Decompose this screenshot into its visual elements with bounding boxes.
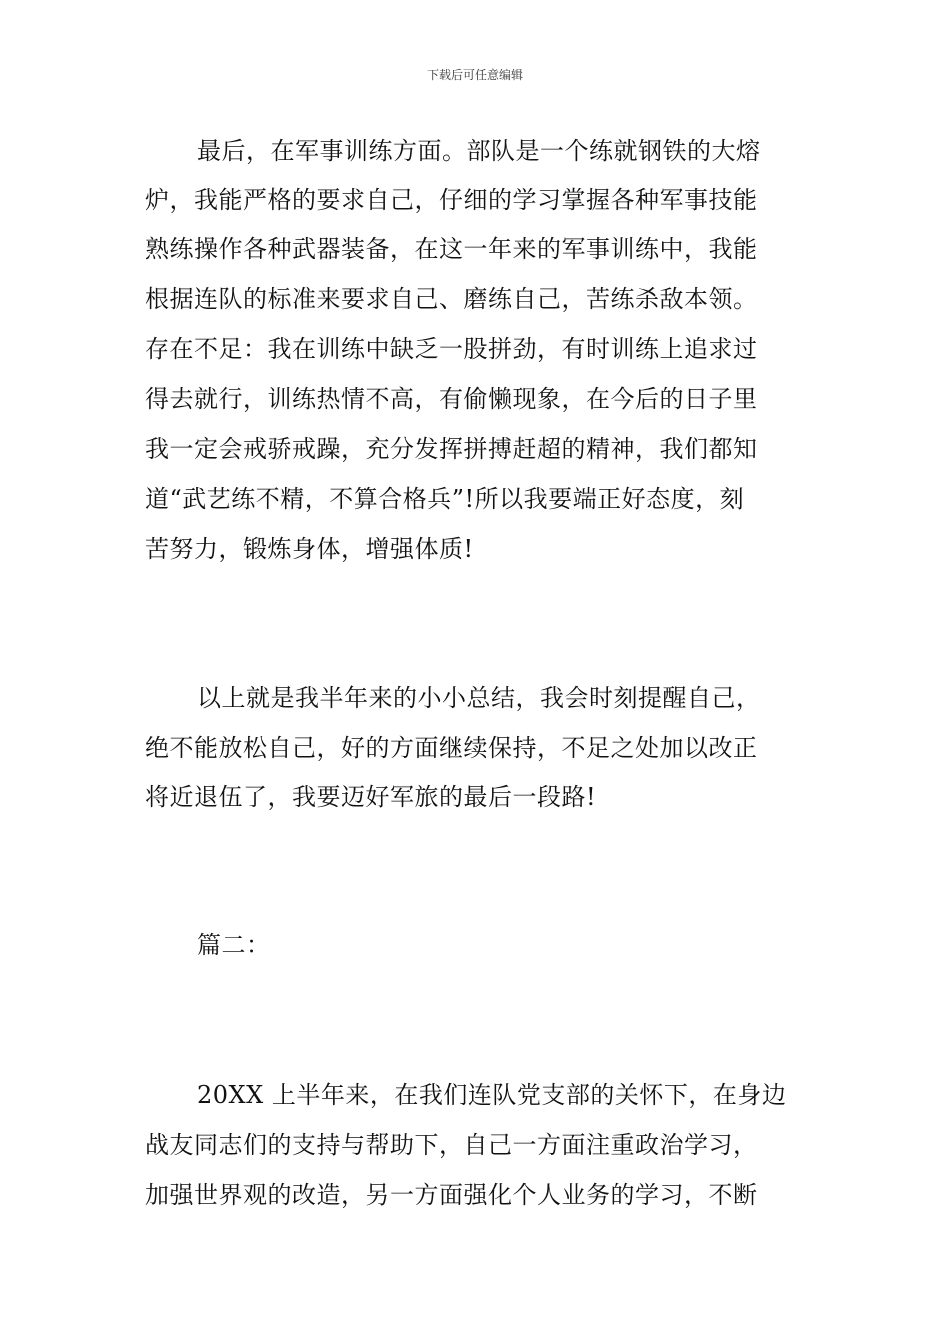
text-line: 将近退伍了，我要迈好军旅的最后一段路! [145, 783, 597, 811]
section-title: 篇二： [197, 931, 271, 959]
text-line: 最后，在军事训练方面。部队是一个练就钢铁的大熔 [197, 137, 761, 165]
text-line: 战友同志们的支持与帮助下，自己一方面注重政治学习， [145, 1131, 758, 1159]
text-line: 得去就行，训练热情不高，有偷懒现象，在今后的日子里 [145, 385, 758, 413]
text-line: 绝不能放松自己，好的方面继续保持，不足之处加以改正 [145, 734, 758, 762]
text-line: 我一定会戒骄戒躁，充分发挥拼搏赶超的精神，我们都知 [145, 435, 758, 463]
text-line: 熟练操作各种武器装备，在这一年来的军事训练中，我能 [145, 235, 758, 263]
text-line: 存在不足：我在训练中缺乏一股拼劲，有时训练上追求过 [145, 335, 758, 363]
text-line: 炉，我能严格的要求自己，仔细的学习掌握各种军事技能 [145, 186, 758, 214]
text-line: 根据连队的标准来要求自己、磨练自己，苦练杀敌本领。 [145, 285, 758, 313]
text-line: 道“武艺练不精，不算合格兵”!所以我要端正好态度，刻 [145, 485, 745, 513]
text-line: 20XX 上半年来，在我们连队党支部的关怀下，在身边 [197, 1081, 787, 1109]
page-header-note: 下载后可任意编辑 [426, 68, 523, 82]
text-line: 加强世界观的改造，另一方面强化个人业务的学习，不断 [145, 1181, 758, 1209]
text-line: 苦努力，锻炼身体，增强体质! [145, 535, 474, 563]
text-line: 以上就是我半年来的小小总结，我会时刻提醒自己， [197, 684, 761, 712]
